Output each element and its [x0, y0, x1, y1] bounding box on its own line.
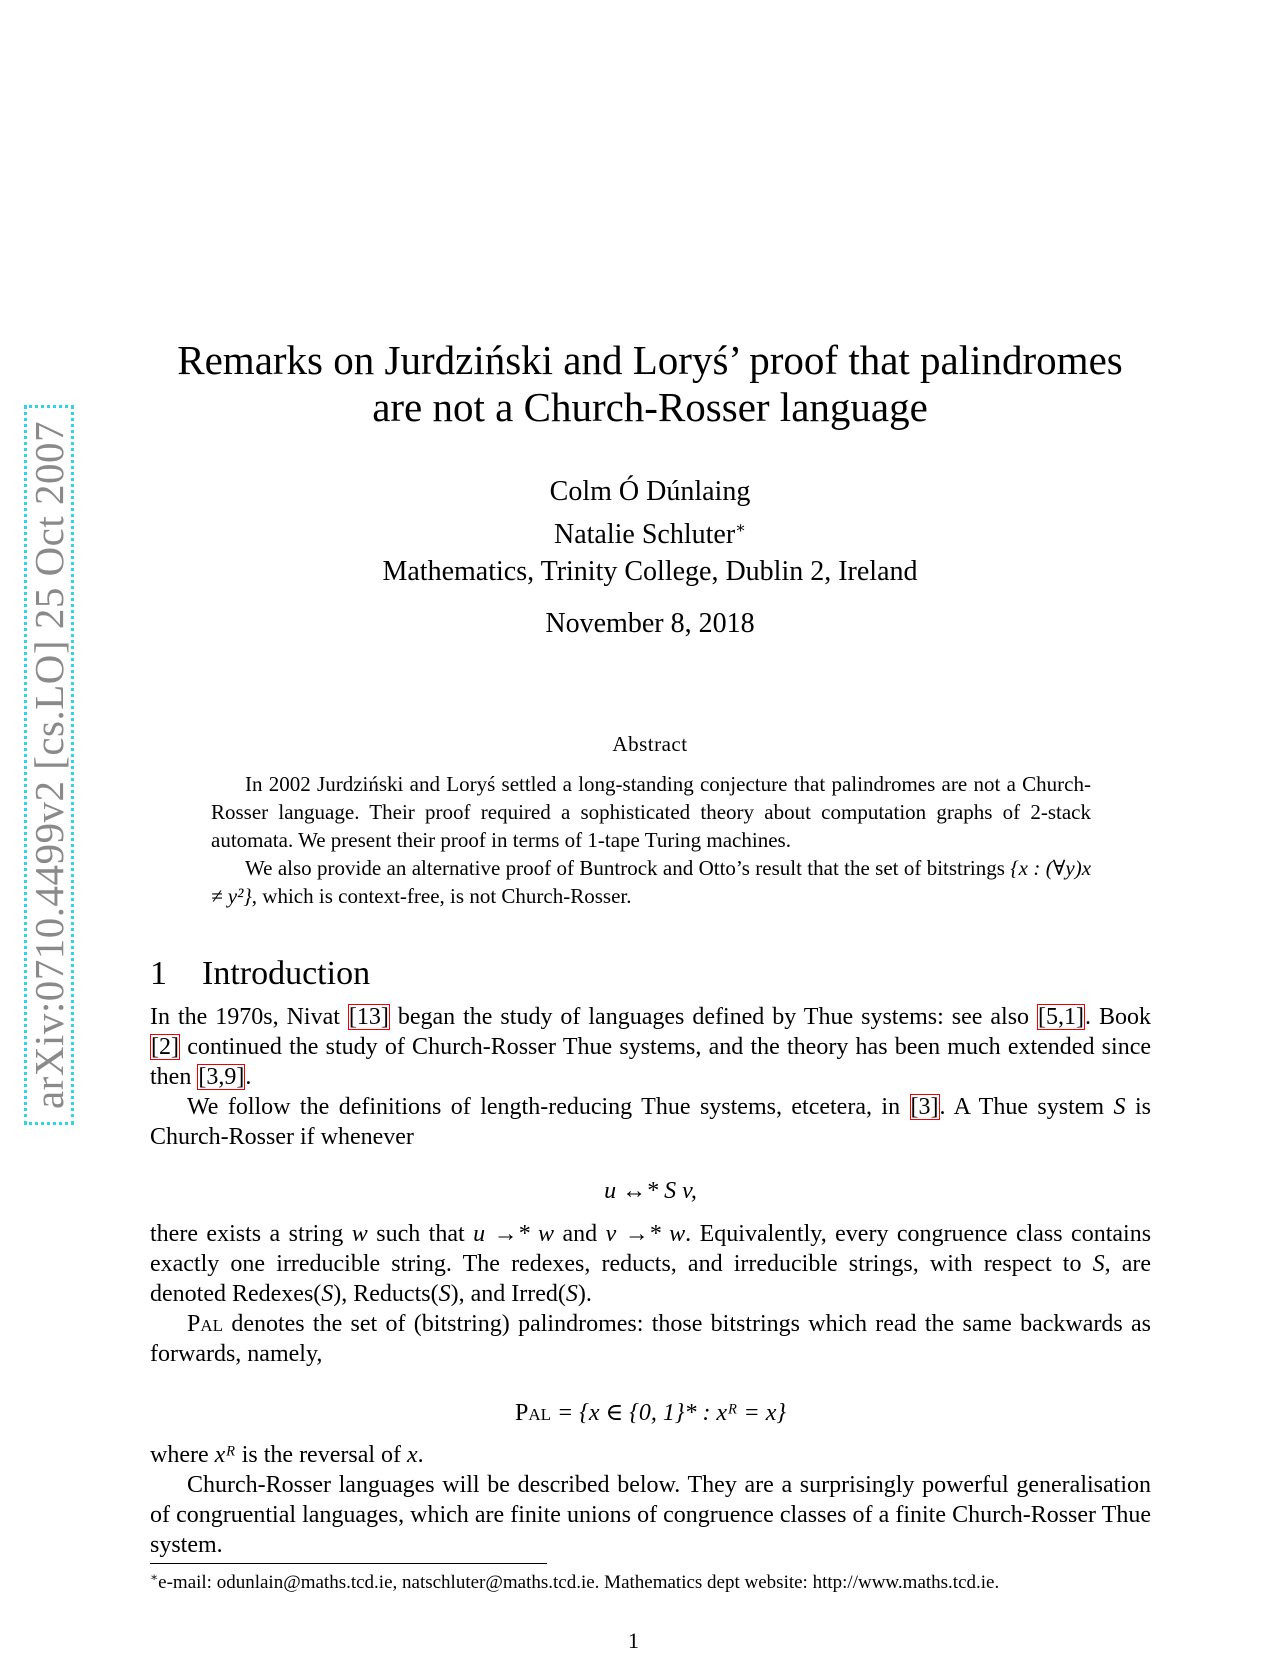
footnote-mark: ∗: [735, 520, 747, 537]
abstract-paragraph-1: In 2002 Jurdziński and Loryś settled a long-standing conjecture that palindromes are not a Church-Rosser language. Their proof required a sophisticated theory about computation graphs of 2-stack automata. We present their proof in terms of 1-tape Turing machines.: [211, 772, 1091, 852]
body-text: denotes the set of (bitstring) palindromes: those bitstrings which read the same backwards as forwards, namely,: [150, 1311, 1151, 1367]
body-text: ), and Irred(: [450, 1281, 566, 1307]
intro-paragraph-4: [150, 1309, 1151, 1369]
body-text: In the 1970s, Nivat: [150, 1004, 348, 1030]
math-symbol: S: [321, 1281, 334, 1307]
math-expression: xᴿ: [214, 1442, 236, 1468]
intro-block-3: [150, 1440, 1151, 1560]
body-text: . A Thue system: [939, 1094, 1114, 1120]
intro-paragraph-3: [150, 1219, 1151, 1309]
intro-paragraph-1: [150, 1002, 1151, 1092]
citation-link[interactable]: [3,9]: [198, 1064, 245, 1090]
section-heading: [150, 955, 370, 993]
pal-symbol: Pal: [515, 1400, 552, 1426]
section-number: 1: [150, 955, 167, 992]
footnote-text: e-mail: odunlain@maths.tcd.ie, natschluter@maths.tcd.ie. Mathematics dept website: http://www.maths.tcd.ie.: [158, 1572, 1000, 1593]
math-symbol: S: [1092, 1251, 1105, 1277]
title-line-2: are not a Church-Rosser language: [372, 384, 928, 430]
math-expression: u →* w: [473, 1221, 555, 1247]
body-text: there exists a string: [150, 1221, 352, 1247]
page-number: 1: [628, 1628, 639, 1653]
body-text: continued the study of Church-Rosser Thue systems, and the theory has been much extended since then: [150, 1034, 1151, 1090]
body-text: where: [150, 1442, 215, 1468]
abstract-body: [211, 770, 1091, 910]
math-expression: v →* w: [605, 1221, 686, 1247]
body-text: is Church-Rosser if whenever: [150, 1094, 1151, 1150]
intro-block-1: [150, 1002, 1151, 1152]
affiliation: Mathematics, Trinity College, Dublin 2, Ireland: [382, 556, 918, 587]
pal-symbol: Pal: [187, 1311, 224, 1337]
footnote-rule: [150, 1563, 547, 1564]
display-equation-1: u ↔* S v,: [604, 1178, 697, 1204]
citation-link[interactable]: [2]: [151, 1034, 179, 1060]
math-symbol: S: [438, 1281, 451, 1307]
abstract-heading: Abstract: [612, 732, 688, 756]
body-text: .: [417, 1442, 424, 1468]
section-title: Introduction: [202, 955, 371, 992]
author-1: Colm Ó Dúnlaing: [549, 476, 751, 507]
body-text: .: [245, 1064, 252, 1090]
intro-paragraph-5: [150, 1440, 1151, 1470]
body-text: We follow the definitions of length-reducing Thue systems, etcetera, in: [187, 1094, 910, 1120]
math-expression: {x : (∀y)x ≠ y²}: [211, 856, 1092, 908]
math-expression: = {x ∈ {0, 1}* : xᴿ = x}: [551, 1400, 786, 1426]
math-symbol: x: [407, 1442, 418, 1468]
citation-link[interactable]: [13]: [348, 1004, 389, 1030]
paper-title: [140, 337, 1160, 431]
body-text: , are denoted Redexes(: [150, 1251, 1152, 1307]
display-equation-2: [150, 1398, 1151, 1427]
body-text: . Equivalently, every congruence class contains exactly one irreducible string. The redexes, reducts, and irreducible strings, with respect to: [150, 1221, 1152, 1277]
citation-link[interactable]: [3]: [910, 1094, 939, 1120]
math-symbol: S: [565, 1281, 578, 1307]
author-2-name: Natalie Schluter: [553, 519, 736, 550]
footnote-mark: ∗: [150, 1570, 159, 1584]
intro-paragraph-2: [150, 1092, 1151, 1152]
citation-link[interactable]: [5,1]: [1038, 1004, 1084, 1030]
body-text: ), Reducts(: [333, 1281, 439, 1307]
body-text: such that: [367, 1221, 474, 1247]
body-text: began the study of languages defined by Thue systems: see also: [389, 1004, 1038, 1030]
abstract-text: We also provide an alternative proof of Buntrock and Otto’s result that the set of bitstrings: [245, 856, 1005, 880]
math-symbol: S: [1113, 1094, 1126, 1120]
body-text: and: [554, 1221, 606, 1247]
abstract-text: , which is context-free, is not Church-Rosser.: [251, 884, 632, 908]
footnote: [150, 1570, 999, 1594]
body-text: is the reversal of: [235, 1442, 408, 1468]
paper-date: November 8, 2018: [545, 608, 755, 639]
math-symbol: w: [351, 1221, 368, 1247]
body-text: ).: [577, 1281, 592, 1307]
author-2: [140, 510, 1160, 553]
body-text: . Book: [1085, 1004, 1151, 1030]
intro-block-2: [150, 1219, 1151, 1369]
intro-paragraph-6: Church-Rosser languages will be described below. They are a surprisingly powerful generalisation of congruential languages, which are finite unions of congruence classes of a finite Church-Rosser Thue system.: [150, 1472, 1151, 1558]
author-block: [140, 473, 1160, 590]
title-line-1: Remarks on Jurdziński and Loryś’ proof that palindromes: [177, 337, 1123, 383]
arxiv-stamp[interactable]: arXiv:0710.4499v2 [cs.LO] 25 Oct 2007: [26, 420, 72, 1110]
abstract-paragraph-2: [211, 854, 1091, 910]
